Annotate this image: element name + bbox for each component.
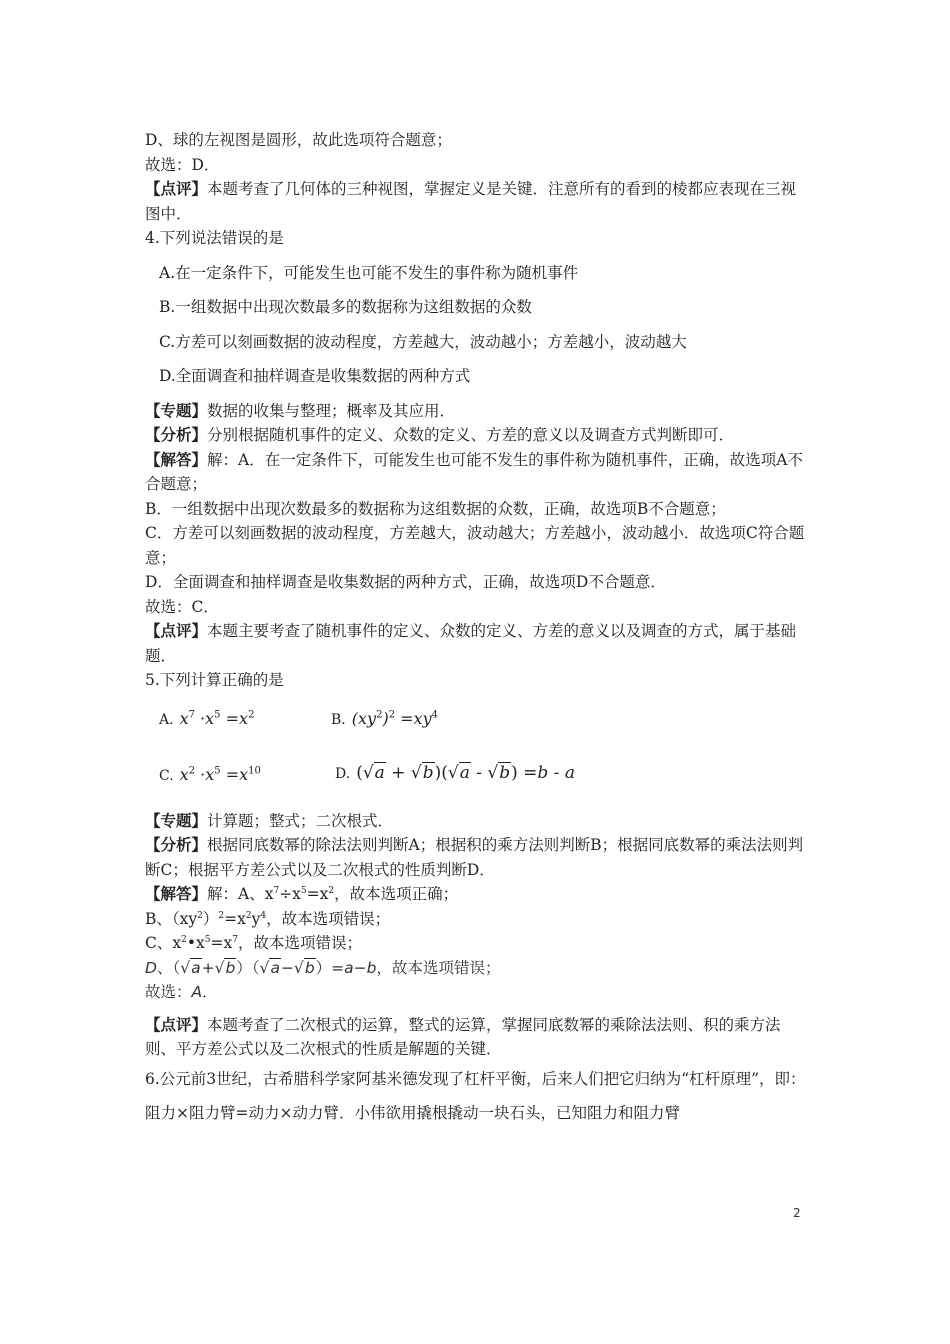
- q5-option-b: B. $(xy^2)^2 =xy^4$: [331, 708, 438, 728]
- q5-option-d: D. (√a + √b)(√a - √b) =b - a: [335, 762, 575, 783]
- comment-text: 本题主要考查了随机事件的定义、众数的定义、方差的意义以及调查的方式，属于基础题．: [145, 622, 797, 665]
- q5-analysis: [145, 833, 810, 882]
- formula: $x^7 \cdot x^5 =x^2$: [179, 708, 255, 728]
- comment-tag: 【点评】: [145, 179, 208, 198]
- comment-text: 本题考查了二次根式的运算，整式的运算，掌握同底数幂的乘除法法则、积的乘方法则、平方差公式以及二次根式的性质是解题的关键．: [145, 1015, 781, 1058]
- q3-comment: [145, 177, 810, 226]
- topic-tag: 【专题】: [145, 810, 208, 830]
- answer-tag: 【解答】: [145, 884, 208, 903]
- analysis-tag: 【分析】: [145, 425, 208, 444]
- answer-line: B．一组数据中出现次数最多的数据称为这组数据的众数，正确，故选项B不合题意；: [145, 499, 726, 518]
- topic-text: 数据的收集与整理；概率及其应用．: [207, 401, 456, 420]
- q4-option-c: C.方差可以刻画数据的波动程度，方差越大，波动越小；方差越小，波动越大: [159, 332, 687, 351]
- q5-stem: 5.下列计算正确的是: [145, 671, 284, 689]
- formula: (√a + √b)(√a - √b) =b - a: [356, 762, 575, 783]
- q5-answer-a: 【解答】解：A、$x^7\div x^5=x^2$，故本选项正确；: [145, 884, 459, 903]
- answer-line: C．方差可以刻画数据的波动程度，方差越大，波动越大；方差越小，波动越小．故选项C符合题意；: [145, 524, 805, 567]
- formula: $x^2 \cdot x^5 =x^{10}$: [179, 764, 261, 784]
- q6-stem: 6.公元前3世纪，古希腊科学家阿基米德发现了杠杆平衡，后来人们把它归纳为“杠杆原理”，即：阻力×阻力臂=动力×动力臂．小伟欲用撬根撬动一块石头，已知阻力和阻力臂: [145, 1069, 806, 1122]
- q5-options-row-1: [145, 693, 810, 751]
- comment-tag: 【点评】: [145, 621, 208, 640]
- q5-topic: [145, 809, 810, 834]
- q4-stem: 4.下列说法错误的是: [145, 229, 284, 247]
- q4-option-a: A.在一定条件下，可能发生也可能不发生的事件称为随机事件: [159, 263, 579, 282]
- q5-answer-b: B、$(xy^2)^2=x^2y^4$，故本选项错误；: [145, 909, 391, 928]
- q4-answer: [145, 448, 810, 497]
- q4-option-b: B.一组数据中出现次数最多的数据称为这组数据的众数: [159, 298, 532, 316]
- answer-tag: 【解答】: [145, 449, 208, 469]
- comment-text: 本题考查了几何体的三种视图，掌握定义是关键．注意所有的看到的棱都应表现在三视图中．: [145, 180, 797, 223]
- q5-answer-d-image: D、（√a+√b）（√a−√b）=a−b，故本选项错误；: [145, 958, 501, 977]
- analysis-text: 根据同底数幂的除法法则判断A；根据积的乘方法则判断B；根据同底数幂的乘法法则判断C；根据平方差公式以及二次根式的性质判断D．: [145, 836, 804, 879]
- q4-comment: [145, 619, 810, 668]
- q5-answer-c: C、$x^2•x^5=x^7$，故本选项错误；: [145, 934, 362, 952]
- q5-comment: [145, 1013, 810, 1062]
- page-number: 2: [793, 1206, 801, 1220]
- q5-option-c: C. $x^2 \cdot x^5 =x^{10}$: [159, 764, 261, 784]
- text-line: D、球的左视图是圆形，故此选项符合题意；: [145, 131, 452, 149]
- answer-line: D．全面调查和抽样调查是收集数据的两种方式，正确，故选项D不合题意．: [145, 573, 666, 591]
- comment-tag: 【点评】: [145, 1014, 208, 1034]
- q4-analysis: [145, 423, 810, 448]
- analysis-tag: 【分析】: [145, 835, 208, 854]
- answer-line: 故选：C．: [145, 597, 219, 616]
- topic-tag: 【专题】: [145, 400, 208, 420]
- text-line: 故选：D．: [145, 155, 220, 174]
- analysis-text: 分别根据随机事件的定义、众数的定义、方差的意义以及调查方式判断即可．: [207, 426, 735, 444]
- formula: $(xy^2)^2 =xy^4$: [351, 708, 438, 728]
- q5-choose: 故选：A．: [145, 983, 218, 1001]
- q4-option-d: D.全面调查和抽样调查是收集数据的两种方式: [159, 367, 471, 385]
- topic-text: 计算题；整式；二次根式．: [207, 811, 394, 830]
- answer-line: 解：A．在一定条件下，可能发生也可能不发生的事件称为随机事件，正确，故选项A不合题意；: [145, 450, 803, 493]
- q5-option-a: A. $x^7 \cdot x^5 =x^2$: [159, 708, 255, 728]
- document-content: [145, 128, 810, 1130]
- q4-topic: [145, 399, 810, 424]
- q5-options-row-2: [145, 751, 810, 809]
